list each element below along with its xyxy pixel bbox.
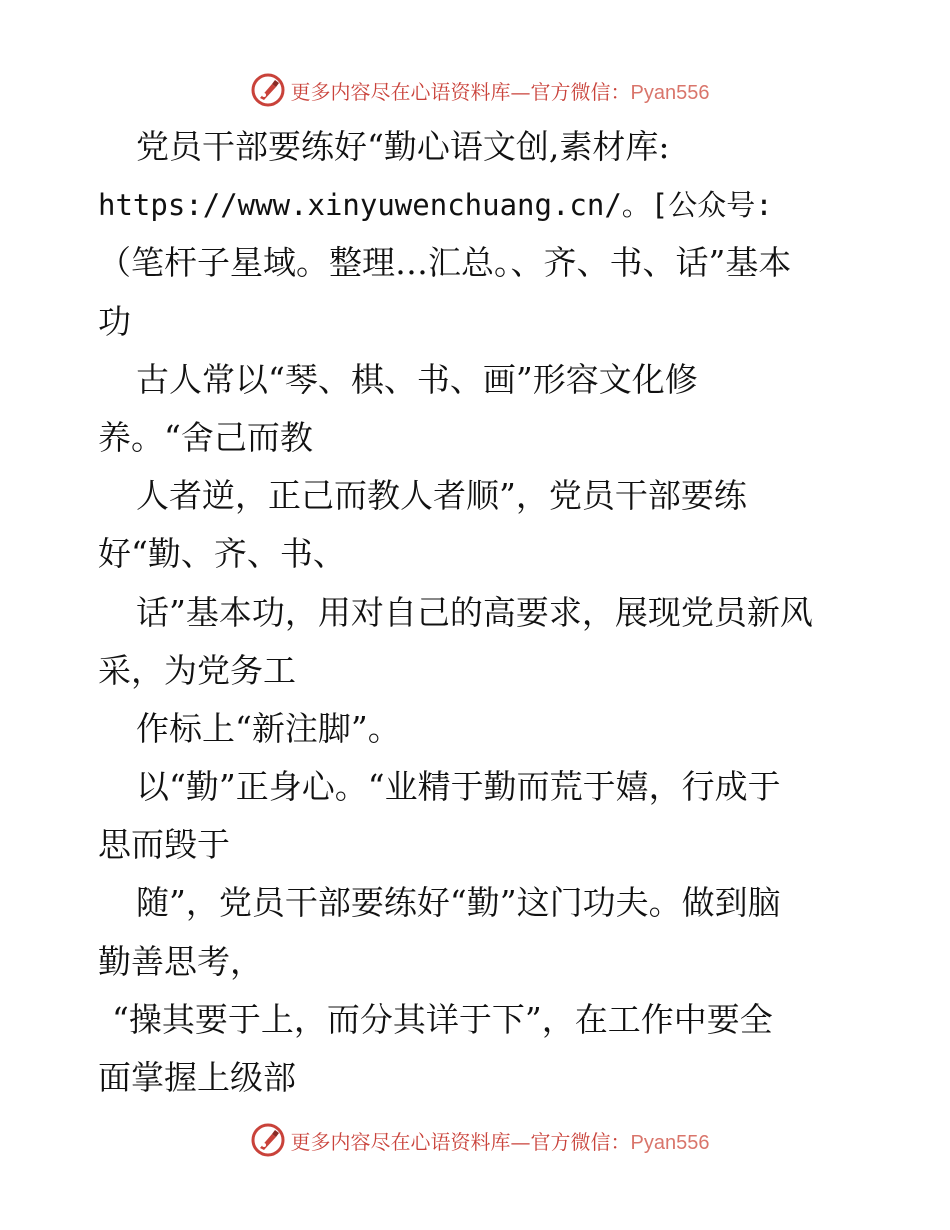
body-line: 功 [98, 301, 131, 341]
body-line: 话”基本功，用对自己的高要求，展现党员新风 [136, 592, 813, 632]
footer-banner-text [291, 1126, 710, 1155]
document-body [98, 118, 858, 1107]
header-banner-title: 更多内容尽在心语资料库 [290, 79, 511, 104]
header-banner-dash: — [510, 79, 531, 104]
pen-logo-icon [251, 73, 285, 107]
footer-banner [0, 1120, 950, 1160]
body-line: 面掌握上级部 [98, 1058, 296, 1097]
pen-logo-icon [251, 1123, 285, 1157]
header-banner-text [291, 76, 710, 105]
body-line: “操其要于上，而分其详于下”，在工作中要全 [112, 999, 773, 1039]
body-line: （笔杆子星域。整理…汇总。、齐、书、话”基本 [98, 243, 792, 283]
footer-banner-dash: — [510, 1129, 531, 1154]
body-line-url: https://www.xinyuwenchuang.cn/。[公众号: [98, 188, 773, 223]
header-banner [0, 70, 950, 110]
body-line: 以“勤”正身心。“业精于勤而荒于嬉，行成于 [136, 767, 781, 807]
header-banner-wechat-label: 官方微信： [530, 79, 631, 104]
body-line: 养。“舍己而教 [98, 417, 313, 457]
body-line: 作标上“新注脚”。 [136, 708, 401, 748]
body-line: 人者逆，正己而教人者顺”，党员干部要练 [136, 476, 747, 516]
body-line: 党员干部要练好“勤心语文创,素材库: [136, 127, 670, 166]
footer-banner-inner [251, 1123, 710, 1157]
footer-banner-wechat-id: Pyan556 [630, 1131, 710, 1154]
body-line: 古人常以“琴、棋、书、画”形容文化修 [136, 359, 698, 399]
header-banner-wechat-id: Pyan556 [630, 81, 710, 104]
body-line: 随”，党员干部要练好“勤”这门功夫。做到脑 [136, 883, 781, 923]
header-banner-inner [251, 73, 710, 107]
footer-banner-wechat-label: 官方微信： [530, 1129, 631, 1154]
body-line: 勤善思考， [98, 941, 263, 981]
footer-banner-title: 更多内容尽在心语资料库 [290, 1129, 511, 1154]
body-line: 思而毁于 [98, 825, 230, 865]
body-line: 采，为党务工 [98, 650, 296, 690]
body-line: 好“勤、齐、书、 [98, 534, 346, 574]
